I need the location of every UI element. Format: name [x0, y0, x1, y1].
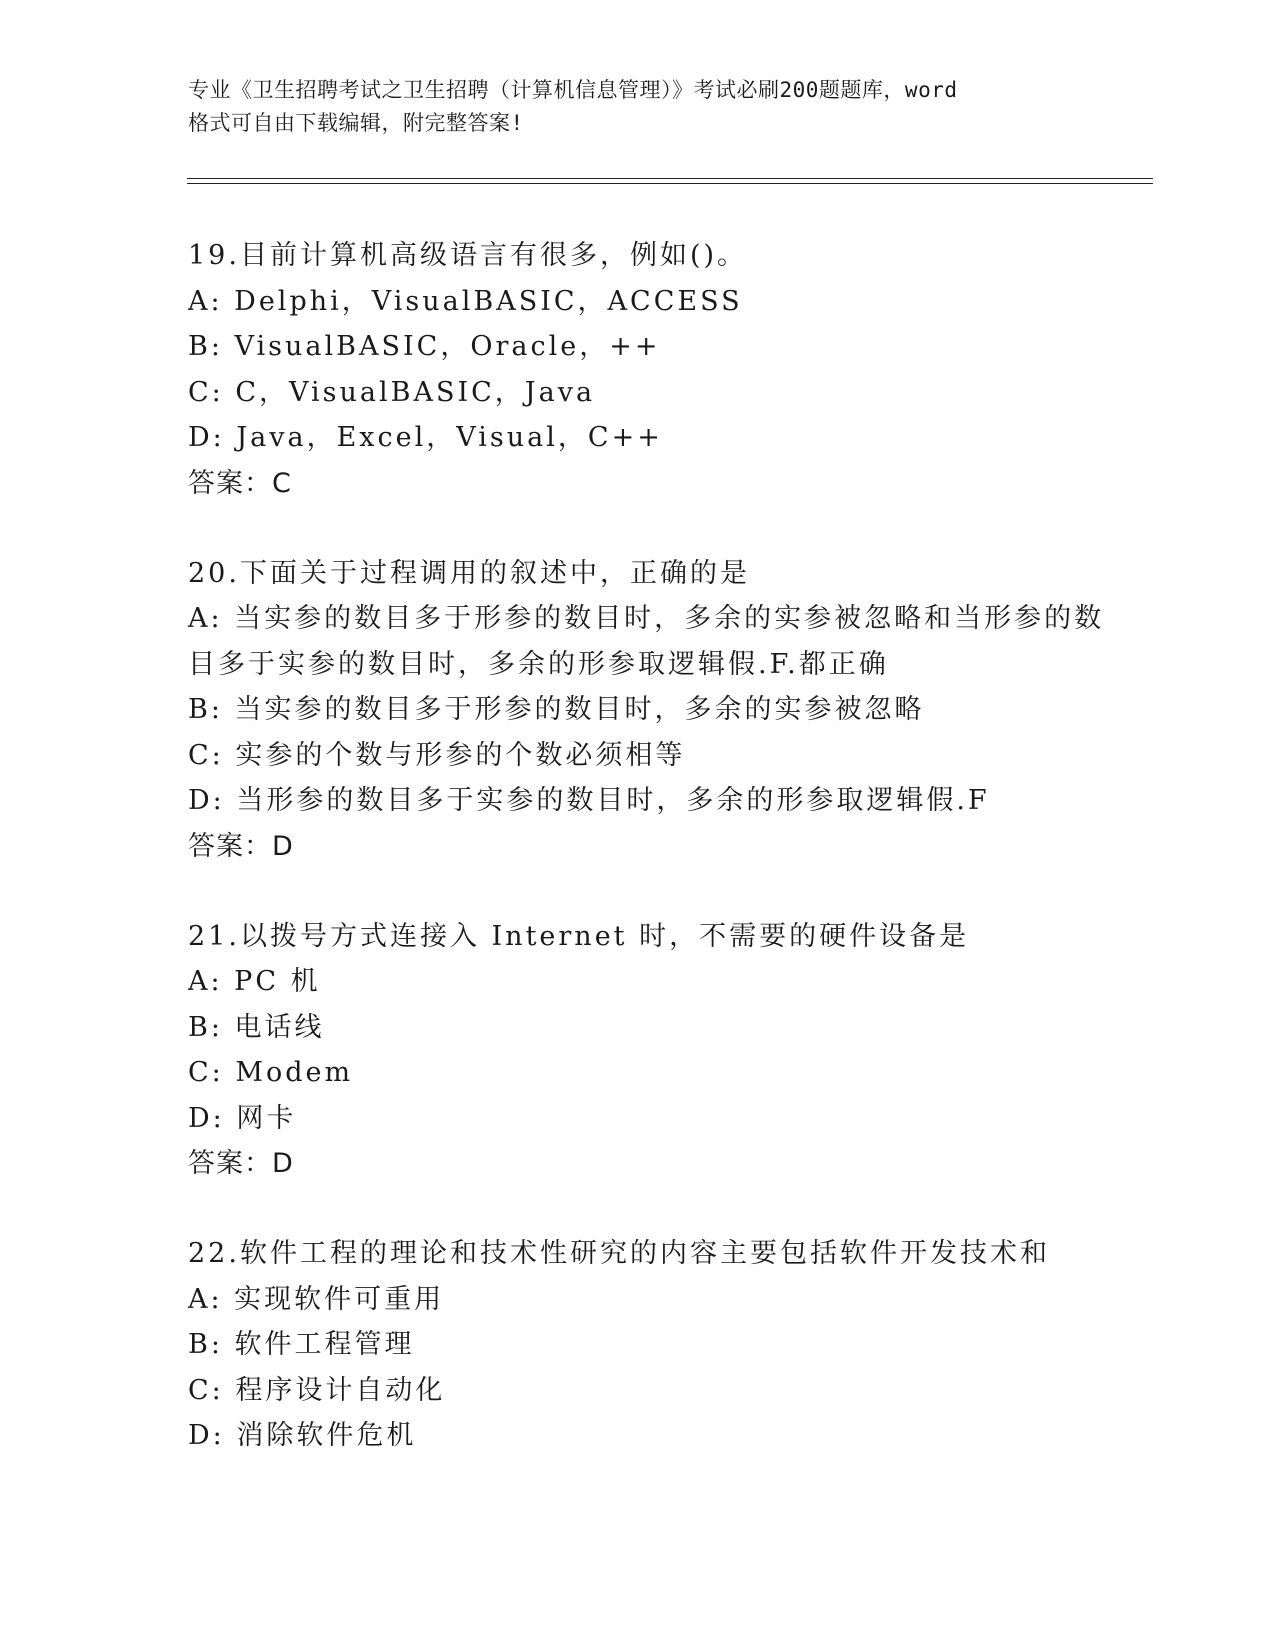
answer-label: 答案：D	[188, 1148, 294, 1179]
option-b: B: 当实参的数目多于形参的数目时，多余的实参被忽略	[188, 694, 925, 725]
option-a: A: Delphi，VisualBASIC，ACCESS	[188, 285, 743, 317]
option-d: D: Java，Excel，Visual，C++	[188, 422, 663, 453]
document-header	[188, 74, 1088, 140]
question-stem: 19.目前计算机高级语言有很多，例如()。	[188, 240, 748, 271]
header-divider-top	[187, 178, 1153, 179]
option-b: B: VisualBASIC，Oracle，++	[188, 331, 661, 362]
question-stem: 21.以拨号方式连接入 Internet 时，不需要的硬件设备是	[188, 920, 970, 952]
question-21	[188, 914, 1088, 1187]
option-c: C: 实参的个数与形参的个数必须相等	[188, 739, 686, 771]
option-b: B: 电话线	[188, 1011, 325, 1043]
option-c: C: C，VisualBASIC，Java	[188, 376, 596, 408]
question-19	[188, 233, 1088, 506]
header-title-line-1: 专业《卫生招聘考试之卫生招聘（计算机信息管理）》考试必刷200题题库，word	[188, 78, 958, 102]
option-c: C: Modem	[188, 1057, 354, 1088]
option-b: B: 软件工程管理	[188, 1329, 415, 1360]
question-list	[188, 233, 1105, 1504]
header-divider-bottom	[187, 183, 1153, 184]
option-c: C: 程序设计自动化	[188, 1374, 446, 1406]
question-stem: 22.软件工程的理论和技术性研究的内容主要包括软件开发技术和	[188, 1238, 1050, 1269]
option-a-continued: 目多于实参的数目时，多余的形参取逻辑假.F.都正确	[188, 648, 889, 680]
question-stem: 20.下面关于过程调用的叙述中，正确的是	[188, 557, 750, 589]
answer-label: 答案：D	[188, 830, 294, 862]
header-title-line-2: 格式可自由下载编辑，附完整答案!	[188, 111, 524, 135]
option-d: D: 网卡	[188, 1102, 297, 1134]
question-20	[188, 551, 1105, 869]
option-d: D: 当形参的数目多于实参的数目时，多余的形参取逻辑假.F	[188, 785, 990, 816]
question-22	[188, 1231, 1088, 1459]
answer-label: 答案：C	[188, 467, 292, 499]
option-a: A: 实现软件可重用	[188, 1283, 445, 1315]
option-d: D: 消除软件危机	[188, 1420, 417, 1451]
option-a: A: PC 机	[188, 966, 321, 997]
option-a: A: 当实参的数目多于形参的数目时，多余的实参被忽略和当形参的数	[188, 603, 1105, 634]
